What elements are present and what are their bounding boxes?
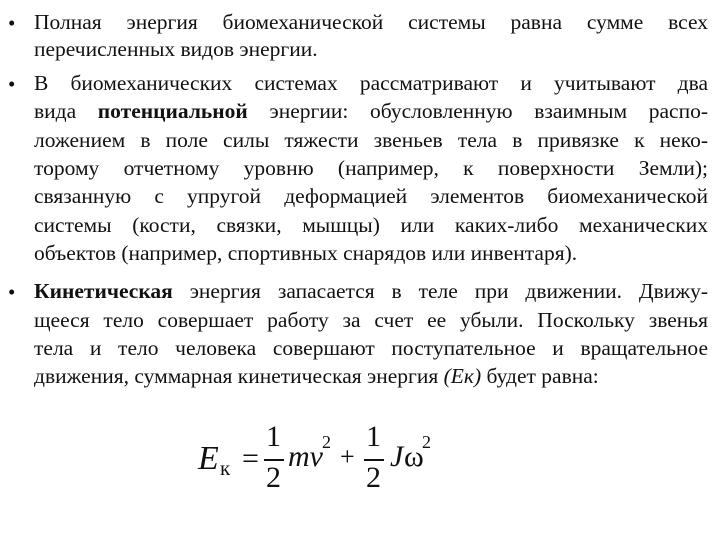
bullet2-line2-pre: вида	[34, 99, 98, 123]
formula-J: J	[390, 440, 404, 473]
bullet2-bold-term: потенциальной	[97, 99, 248, 123]
bullet3-line4-pre: движения, суммарная кинетическая энергия	[34, 364, 444, 388]
bullet2-line3: ложением в поле силы тяжести звеньев тела в привязке к неко-	[34, 128, 708, 152]
bullet2-line2-post: энергии: обусловленную взаимным распо-	[247, 99, 708, 123]
bullet3-line2: щееся тело совершает работу за счет ее убыли. Поскольку звенья	[34, 308, 708, 332]
bullet2-line7: объектов (например, спортивных снарядов или инвентаря).	[34, 241, 578, 265]
kinetic-energy-formula	[198, 418, 458, 518]
formula-square-2: 2	[422, 432, 431, 452]
formula-denominator-2: 2	[366, 461, 381, 494]
bullet3-line1-post: энергия запасается в теле при движении. Движу-	[172, 279, 708, 303]
bullet3-bold-term: Кинетическая	[34, 279, 173, 303]
bullet2-line2	[34, 98, 708, 124]
formula-numerator-1: 1	[266, 420, 281, 453]
bullet2-line4: торому отчетному уровню (например, к поверхности Земли);	[34, 156, 708, 180]
formula-mv: mv	[288, 440, 323, 473]
bullet3-line4-post: будет равна:	[481, 364, 599, 388]
formula-E: E	[198, 440, 219, 477]
formula-equals: =	[242, 442, 259, 475]
bullet3-italic-ek: (Ек)	[443, 364, 482, 388]
bullet1-line2: перечисленных видов энергии.	[34, 37, 318, 61]
bullet3-line1	[34, 278, 708, 304]
formula-denominator-1: 2	[266, 461, 281, 494]
bullet1-line1: Полная энергия биомеханической системы равна сумме всех	[34, 10, 708, 34]
formula-subscript-k: к	[220, 456, 231, 480]
bullet2-line6: системы (кости, связки, мышцы) или каких-либо механических	[34, 213, 708, 237]
bullet3-line3: тела и тело человека совершают поступательное и вращательное	[34, 336, 708, 360]
bullet-marker: •	[8, 280, 16, 304]
bullet-marker: •	[8, 72, 16, 96]
formula-plus: +	[340, 442, 355, 471]
bullet2-line1: В биомеханических системах рассматривают и учитывают два	[34, 71, 708, 95]
formula-omega: ω	[404, 440, 424, 473]
bullet-marker: •	[8, 11, 16, 35]
formula-square-1: 2	[322, 432, 331, 452]
bullet2-line5: связанную с упругой деформацией элементов биомеханической	[34, 184, 708, 208]
formula-numerator-2: 1	[366, 420, 381, 453]
bullet3-line4	[34, 363, 599, 389]
